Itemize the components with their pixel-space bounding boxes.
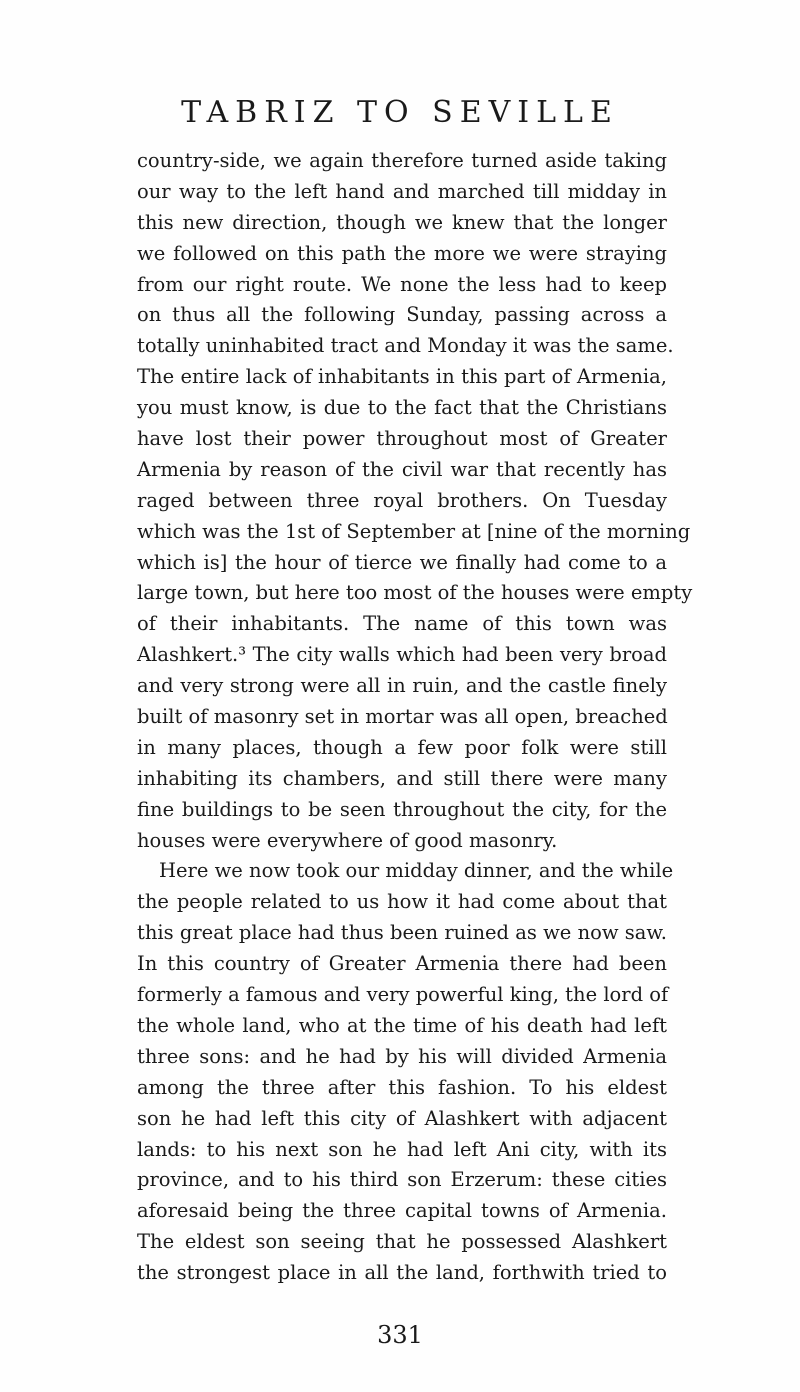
text-line: aforesaid being the three capital towns of Armenia. <box>137 1199 667 1223</box>
text-line: among the three after this fashion. To his eldest <box>137 1075 667 1099</box>
text-line: of their inhabitants. The name of this town was <box>137 612 667 636</box>
text-line: built of masonry set in mortar was all open, breached <box>137 705 668 729</box>
text-line: Armenia by reason of the civil war that recently has <box>137 457 667 481</box>
text-line: fine buildings to be seen throughout the city, for the <box>137 797 667 821</box>
text-line: province, and to his third son Erzerum: these cities <box>137 1168 667 1192</box>
text-line: and very strong were all in ruin, and the castle finely <box>137 674 667 698</box>
text-line: we followed on this path the more we were straying <box>137 241 667 265</box>
text-line: In this country of Greater Armenia there had been <box>137 952 667 976</box>
text-line: houses were everywhere of good masonry. <box>137 828 558 852</box>
text-line: country-side, we again therefore turned aside taking <box>137 149 667 172</box>
text-line: this new direction, though we knew that the longer <box>137 210 667 234</box>
text-line: the people related to us how it had come about that <box>137 890 667 914</box>
text-line: totally uninhabited tract and Monday it was the same. <box>137 334 674 358</box>
text-line: inhabiting its chambers, and still there were many <box>137 766 667 790</box>
text-line: formerly a famous and very powerful king, the lord of <box>137 983 669 1007</box>
text-line: have lost their power throughout most of Greater <box>137 427 667 451</box>
text-line: the whole land, who at the time of his death had left <box>137 1013 667 1037</box>
text-line: which was the 1st of September at [nine of the morning <box>137 519 691 543</box>
text-line: The entire lack of inhabitants in this part of Armenia, <box>137 365 667 389</box>
text-line: Alashkert.³ The city walls which had been very broad <box>137 643 667 667</box>
text-line: raged between three royal brothers. On Tuesday <box>137 488 667 512</box>
text-line: son he had left this city of Alashkert with adjacent <box>137 1106 667 1130</box>
text-line: large town, but here too most of the houses were empty <box>137 581 693 605</box>
running-head: TABRIZ TO SEVILLE <box>181 95 619 130</box>
text-line: on thus all the following Sunday, passing across a <box>137 303 667 327</box>
text-line: Here we now took our midday dinner, and the while <box>159 859 674 883</box>
text-line: in many places, though a few poor folk were still <box>137 735 667 759</box>
text-line: from our right route. We none the less had to keep <box>137 272 667 296</box>
text-line: our way to the left hand and marched till midday in <box>137 179 667 203</box>
text-line: which is] the hour of tierce we finally had come to a <box>137 550 667 574</box>
text-line: three sons: and he had by his will divided Armenia <box>137 1044 667 1068</box>
text-line: lands: to his next son he had left Ani city, with its <box>137 1137 667 1161</box>
page-number: 331 <box>377 1321 423 1349</box>
body-text <box>137 146 693 1289</box>
text-line: the strongest place in all the land, forthwith tried to <box>137 1261 667 1285</box>
text-line: this great place had thus been ruined as we now saw. <box>137 921 667 945</box>
text-line: you must know, is due to the fact that the Christians <box>137 396 667 420</box>
text-line: The eldest son seeing that he possessed Alashkert <box>137 1230 667 1254</box>
